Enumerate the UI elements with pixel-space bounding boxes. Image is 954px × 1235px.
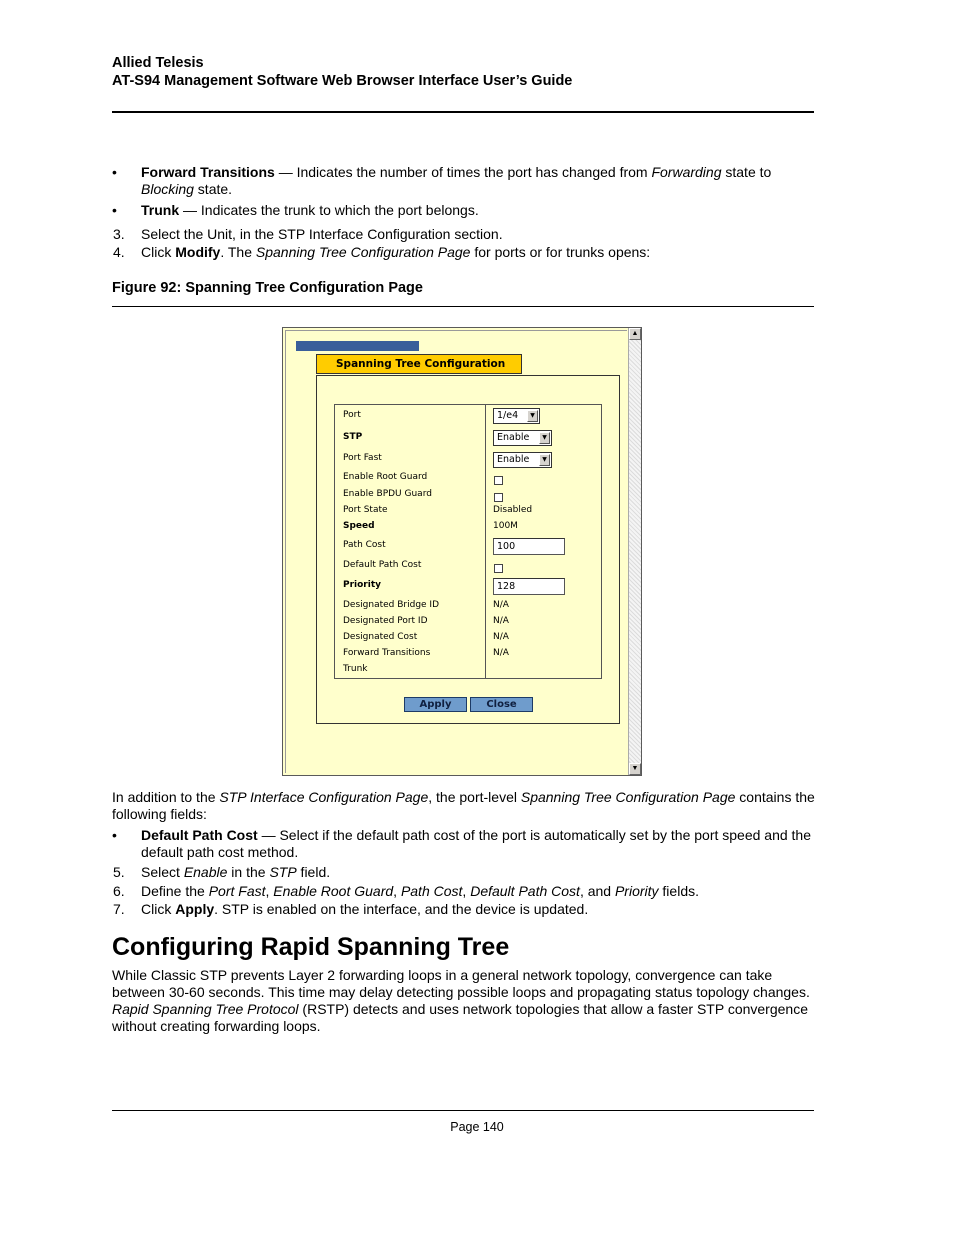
- label-forward-transitions: Forward Transitions: [343, 648, 431, 658]
- section-body-line: without creating forwarding loops.: [112, 1018, 321, 1034]
- step-number: 6.: [113, 883, 125, 899]
- enable-root-guard-checkbox[interactable]: [494, 476, 503, 485]
- close-button[interactable]: Close: [470, 697, 533, 712]
- header-rule: [112, 111, 814, 113]
- config-grid: [334, 404, 602, 679]
- section-heading: Configuring Rapid Spanning Tree: [112, 933, 510, 961]
- tab-strip: [296, 341, 419, 351]
- step-number: 5.: [113, 864, 125, 880]
- port-state-value: Disabled: [493, 505, 533, 515]
- chevron-down-icon[interactable]: ▼: [539, 454, 550, 466]
- step-6: Define the Port Fast, Enable Root Guard, Path Cost, Default Path Cost, and Priority fields.: [141, 883, 699, 899]
- header-company: Allied Telesis: [112, 55, 204, 71]
- port-select[interactable]: 1/e4 ▼: [493, 408, 540, 424]
- step-7: Click Apply. STP is enabled on the interface, and the device is updated.: [141, 901, 589, 917]
- label-designated-port-id: Designated Port ID: [343, 616, 428, 626]
- scroll-down-icon[interactable]: ▼: [629, 763, 641, 775]
- bullet-trunk: Trunk — Indicates the trunk to which the port belongs.: [141, 202, 479, 218]
- header-guide-title: AT-S94 Management Software Web Browser Interface User’s Guide: [112, 73, 573, 89]
- label-port: Port: [343, 410, 361, 420]
- path-cost-input[interactable]: 100: [493, 538, 565, 555]
- config-panel: [316, 375, 620, 724]
- embedded-screenshot: [282, 327, 642, 776]
- bullet-marker: •: [112, 202, 117, 218]
- section-body-line: While Classic STP prevents Layer 2 forwarding loops in a general network topology, convergence can take: [112, 967, 773, 983]
- default-path-cost-checkbox[interactable]: [494, 564, 503, 573]
- label-trunk: Trunk: [343, 664, 368, 674]
- bullet-default-path-cost: Default Path Cost — Select if the default path cost of the port is automatically set by the port speed and the: [141, 827, 812, 843]
- label-path-cost: Path Cost: [343, 540, 386, 550]
- column-divider: [485, 405, 486, 678]
- label-priority: Priority: [343, 580, 381, 590]
- port-fast-select[interactable]: Enable ▼: [493, 452, 552, 468]
- footer-rule: [112, 1110, 814, 1111]
- label-designated-cost: Designated Cost: [343, 632, 418, 642]
- apply-button[interactable]: Apply: [404, 697, 467, 712]
- label-port-fast: Port Fast: [343, 453, 382, 463]
- designated-bridge-id-value: N/A: [493, 600, 509, 610]
- label-enable-bpdu-guard: Enable BPDU Guard: [343, 489, 432, 499]
- bullet-forward-transitions: Forward Transitions — Indicates the number of times the port has changed from Forwarding state to: [141, 164, 772, 180]
- step-number: 7.: [113, 901, 125, 917]
- priority-input[interactable]: 128: [493, 578, 565, 595]
- speed-value: 100M: [493, 521, 518, 531]
- label-speed: Speed: [343, 521, 375, 531]
- label-default-path-cost: Default Path Cost: [343, 560, 422, 570]
- tab-spanning-tree-configuration[interactable]: Spanning Tree Configuration: [316, 354, 522, 374]
- step-5: Select Enable in the STP field.: [141, 864, 331, 880]
- page-number: Page 140: [450, 1120, 504, 1134]
- section-body-line: between 30-60 seconds. This time may delay detecting possible loops and propagating status topology changes.: [112, 984, 810, 1000]
- bullet-default-path-cost-cont: default path cost method.: [141, 844, 299, 860]
- paragraph-intro-cont: following fields:: [112, 806, 207, 822]
- label-port-state: Port State: [343, 505, 388, 515]
- caption-rule: [112, 306, 814, 307]
- section-body-line: Rapid Spanning Tree Protocol (RSTP) detects and uses network topologies that allow a faster STP convergence: [112, 1001, 808, 1017]
- designated-cost-value: N/A: [493, 632, 509, 642]
- bullet-marker: •: [112, 827, 117, 843]
- paragraph-intro: In addition to the STP Interface Configuration Page, the port-level Spanning Tree Configuration Page contains the: [112, 789, 815, 805]
- stp-select[interactable]: Enable ▼: [493, 430, 552, 446]
- label-enable-root-guard: Enable Root Guard: [343, 472, 428, 482]
- chevron-down-icon[interactable]: ▼: [539, 432, 550, 444]
- label-stp: STP: [343, 432, 363, 442]
- label-designated-bridge-id: Designated Bridge ID: [343, 600, 440, 610]
- bullet-forward-transitions-cont: Blocking state.: [141, 181, 233, 197]
- enable-bpdu-guard-checkbox[interactable]: [494, 493, 503, 502]
- screenshot-viewport: [285, 330, 627, 773]
- scroll-up-icon[interactable]: ▲: [629, 328, 641, 340]
- step-4: Click Modify. The Spanning Tree Configuration Page for ports or for trunks opens:: [141, 244, 651, 260]
- vertical-scrollbar[interactable]: [628, 328, 641, 775]
- step-number: 4.: [113, 244, 125, 260]
- chevron-down-icon[interactable]: ▼: [527, 410, 538, 422]
- figure-caption: Figure 92: Spanning Tree Configuration Page: [112, 280, 423, 296]
- step-number: 3.: [113, 226, 125, 242]
- designated-port-id-value: N/A: [493, 616, 509, 626]
- bullet-marker: •: [112, 164, 117, 180]
- forward-transitions-value: N/A: [493, 648, 509, 658]
- step-3: Select the Unit, in the STP Interface Configuration section.: [141, 226, 503, 242]
